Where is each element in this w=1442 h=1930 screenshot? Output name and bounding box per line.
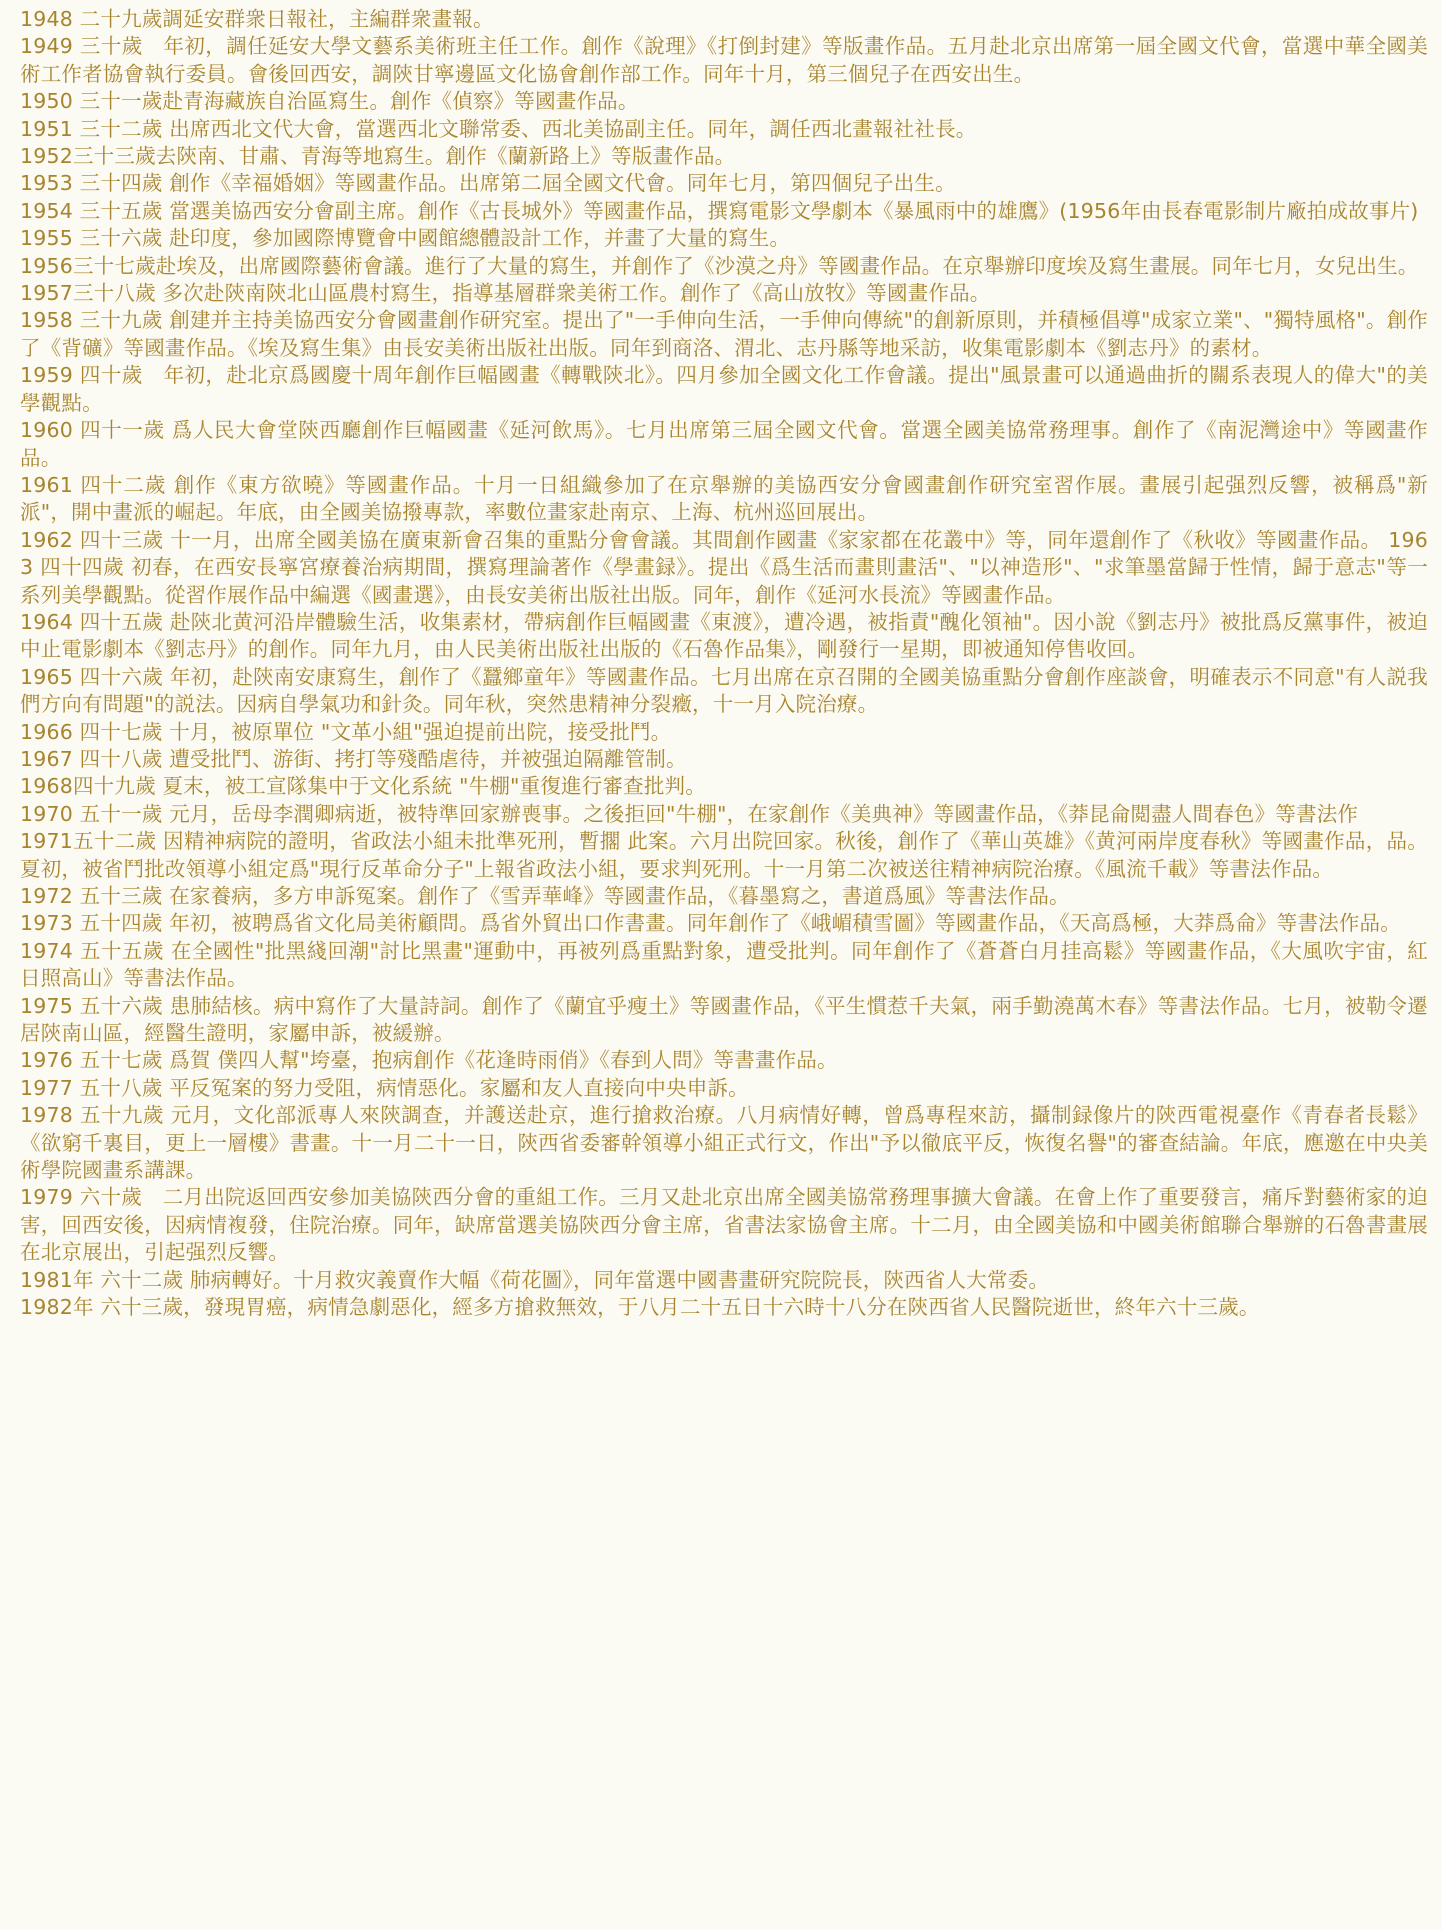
entry-1979: 1979 六十歲 二月出院返回西安參加美協陝西分會的重組工作。三月又赴北京出席全國美協常務理事擴大會議。在會上作了重要發言，痛斥對藝術家的迫害，回西安後，因病情複發，住院治療。同年，缺席當選美協陝西分會主席，省書法家協會主席。十二月，由全國美協和中國美術館聯合舉辦的石魯書畫展在北京展出，引起强烈反響。 <box>20 1185 1428 1265</box>
entry-1951: 1951 三十二歲 出席西北文代大會，當選西北文聯常委、西北美協副主任。同年，調任西北畫報社社長。 <box>20 116 977 141</box>
entry-1956: 1956三十七歲赴埃及，出席國際藝術會議。進行了大量的寫生，并創作了《沙漠之舟》等國畫作品。在京舉辦印度埃及寫生畫展。同年七月，女兒出生。 <box>20 253 1419 278</box>
entry-1958: 1958 三十九歲 創建并主持美協西安分會國畫創作研究室。提出了"一手伸向生活，一手伸向傳統"的創新原則，并積極倡導"成家立業"、"獨特風格"。創作了《背礦》等國畫作品。《埃及寫生集》由長安美術出版社出版。同年到商洛、渭北、志丹縣等地采訪，收集電影劇本《劉志丹》的素材。 <box>20 308 1428 360</box>
entry-1964: 1964 四十五歲 赴陝北黄河沿岸體驗生活，收集素材，帶病創作巨幅國畫《東渡》，遭冷遇，被指責"醜化領袖"。因小說《劉志丹》被批爲反黨事件，被迫中止電影劇本《劉志丹》的創作。同年九月，由人民美術出版社出版的《石魯作品集》，剛發行一星期，即被通知停售收回。 <box>20 609 1428 662</box>
entry-1973: 1973 五十四歲 年初，被聘爲省文化局美術顧問。爲省外貿出口作書畫。同年創作了《峨嵋積雪圖》等國畫作品，《天高爲極，大莽爲侖》等書法作品。 <box>20 911 1401 936</box>
entry-1978: 1978 五十九歲 元月，文化部派專人來陝調查，并護送赴京，進行搶救治療。八月病情好轉，曾爲專程來訪，攝制録像片的陝西電視臺作《青春者長鬆》《欲窮千裏目，更上一層樓》書畫。十一月二十一日，陝西省委審幹領導小組正式行文，作出"予以徹底平反，恢復名譽"的審查結論。年底，應邀在中央美術學院國畫系講課。 <box>20 1103 1428 1183</box>
entry-1949: 1949 三十歲 年初，調任延安大學文藝系美術班主任工作。創作《說理》《打倒封建》等版畫作品。五月赴北京出席第一屆全國文代會，當選中華全國美術工作者協會執行委員。會後回西安，調陝甘寧邊區文化協會創作部工作。同年十月，第三個兒子在西安出生。 <box>20 34 1428 86</box>
entry-1959: 1959 四十歲 年初，赴北京爲國慶十周年創作巨幅國畫《轉戰陝北》。四月參加全國文化工作會議。提出"風景畫可以通過曲折的關系表現人的偉大"的美學觀點。 <box>20 363 1428 415</box>
entry-1975: 1975 五十六歲 患肺結核。病中寫作了大量詩詞。創作了《蘭宜乎瘦土》等國畫作品，《平生慣惹千夫氣，兩手勤澆萬木春》等書法作品。七月，被勒令遷居陝南山區，經醫生證明，家屬申訴，被緩辦。 <box>20 993 1428 1046</box>
entry-1960: 1960 四十一歲 爲人民大會堂陝西廳創作巨幅國畫《延河飲馬》。七月出席第三屆全國文代會。當選全國美協常務理事。創作了《南泥灣途中》等國畫作品。 <box>20 418 1428 470</box>
entry-1950: 1950 三十一歲赴青海藏族自治區寫生。創作《偵察》等國畫作品。 <box>20 89 639 114</box>
entry-1976: 1976 五十七歲 爲賀 僕四人幫"垮臺，抱病創作《花逢時雨俏》《春到人問》等書畫作品。 <box>20 1048 838 1073</box>
entry-1974: 1974 五十五歲 在全國性"批黑綫回潮"討比黑畫"運動中，再被列爲重點對象，遭受批判。同年創作了《蒼蒼白月挂高鬆》等國畫作品，《大風吹宇宙，紅日照高山》等書法作品。 <box>20 938 1428 991</box>
entry-1948: 1948 二十九歲調延安群衆日報社，主編群衆畫報。 <box>20 7 494 31</box>
entry-1957: 1957三十八歲 多次赴陝南陝北山區農村寫生，指導基層群衆美術工作。創作了《高山放牧》等國畫作品。 <box>20 281 991 306</box>
entry-1982: 1982年 六十三歲，發現胃癌，病情急劇惡化，經多方搶救無效，于八月二十五日十六時十八分在陝西省人民醫院逝世，終年六十三歲。 <box>20 1295 1260 1320</box>
entry-1970: 1970 五十一歲 元月，岳母李潤卿病逝，被特準回家辦喪事。之後拒回"牛棚"，在家創作《美典神》等國畫作品，《莽昆侖閲盡人間春色》等書法作 <box>20 801 1359 826</box>
entry-1966: 1966 四十七歲 十月，被原單位 "文革小組"强迫提前出院，接受批鬥。 <box>20 719 672 744</box>
entry-1952: 1952三十三歲去陝南、甘肅、青海等地寫生。創作《蘭新路上》等版畫作品。 <box>20 144 736 169</box>
entry-1965: 1965 四十六歲 年初，赴陝南安康寫生，創作了《蠶鄉童年》等國畫作品。七月出席在京召開的全國美協重點分會創作座談會，明確表示不同意"有人説我們方向有問題"的説法。因病自學氣功和針灸。同年秋，突然患精神分裂癥，十一月入院治療。 <box>20 664 1428 717</box>
entry-1977: 1977 五十八歲 平反冤案的努力受阻，病情惡化。家屬和友人直接向中央申訴。 <box>20 1075 749 1100</box>
entry-1955: 1955 三十六歲 赴印度，參加國際博覽會中國館總體設計工作，并畫了大量的寫生。 <box>20 226 791 251</box>
entry-1954: 1954 三十五歲 當選美協西安分會副主席。創作《古長城外》等國畫作品，撰寫電影文學劇本《暴風雨中的雄鷹》(1956年由長春電影制片廠拍成故事片) <box>20 198 1419 223</box>
entry-1972: 1972 五十三歲 在家養病，多方申訴冤案。創作了《雪弄華峰》等國畫作品，《暮墨寫之，書道爲風》等書法作品。 <box>20 884 1070 908</box>
entry-1981: 1981年 六十二歲 肺病轉好。十月救灾義賣作大幅《荷花圖》，同年當選中國書畫研究院院長，陝西省人大常委。 <box>20 1267 1050 1292</box>
entry-1968: 1968四十九歲 夏末，被工宣隊集中于文化系統 "牛棚"重復進行審查批判。 <box>20 774 706 799</box>
entry-1953: 1953 三十四歲 創作《幸福婚姻》等國畫作品。出席第二屆全國文代會。同年七月，第四個兒子出生。 <box>20 171 956 196</box>
entry-1967: 1967 四十八歲 遭受批鬥、游街、拷打等殘酷虐待，并被强迫隔離管制。 <box>20 746 687 771</box>
entry-1971: 1971五十二歲 因精神病院的證明，省政法小組未批準死刑，暫擱 此案。六月出院回家。秋後，創作了《華山英雄》《黄河兩岸度春秋》等國畫作品，品。夏初，被省鬥批改領導小組定爲"現行反革命分子"上報省政法小組，要求判死刑。十一月第二次被送往精神病院治療。《風流千載》等書法作品。 <box>20 829 1428 881</box>
entry-1962: 1962 四十三歲 十一月，出席全國美協在廣東新會召集的重點分會會議。其間創作國畫《家家都在花叢中》等，同年還創作了《秋收》等國畫作品。 1963 四十四歲 初春，在西安長寧宮療養治病期間，撰寫理論著作《學畫録》。提出《爲生活而畫則畫活"、"以神造形"、"求筆墨當歸于性情，歸于意志"等一系列美學觀點。從習作展作品中編選《國畫選》，由長安美術出版社出版。同年，創作《延河水長流》等國畫作品。 <box>20 527 1428 607</box>
entry-1961: 1961 四十二歲 創作《東方欲曉》等國畫作品。十月一日組織參加了在京舉辦的美協西安分會國畫創作研究室習作展。畫展引起强烈反響，被稱爲"新派"，開中畫派的崛起。年底，由全國美協撥專款，率數位畫家赴南京、上海、杭州巡回展出。 <box>20 472 1428 525</box>
